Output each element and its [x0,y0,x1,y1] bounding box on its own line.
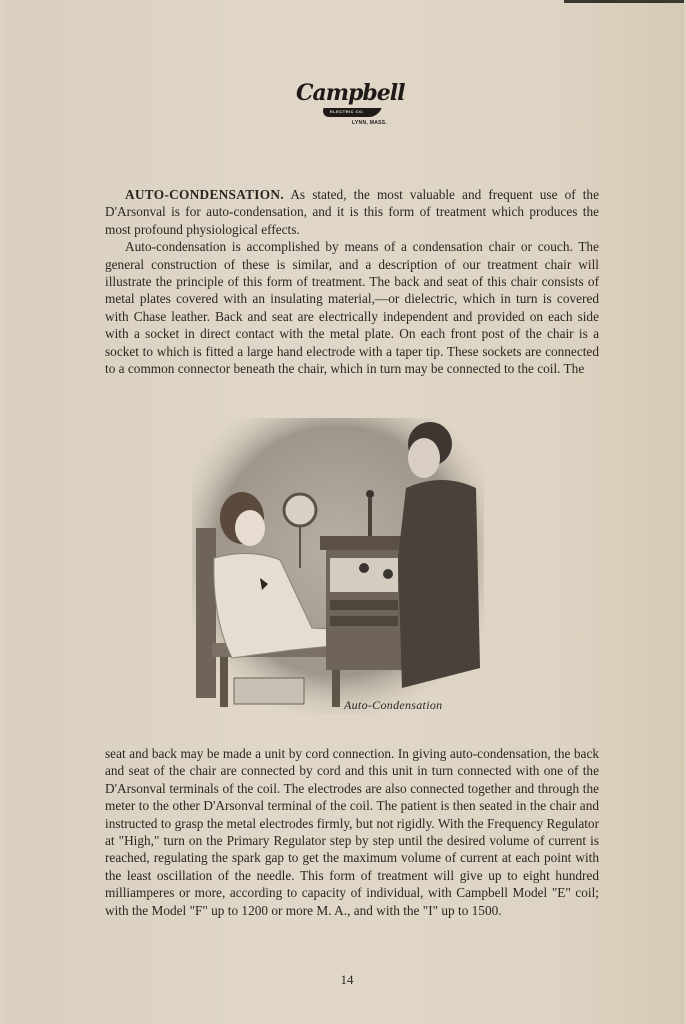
man-face [408,438,440,478]
woman-face [235,510,265,546]
text-block-top [105,186,599,377]
chair-base-grille [234,678,304,704]
scan-edge [564,0,684,3]
man-coat [398,480,480,688]
illustration-auto-condensation [192,418,484,714]
cabinet-drawer [330,600,398,610]
logo-brand: Campbell [296,80,405,106]
paragraph-3: seat and back may be made a unit by cord connection. In giving auto-condensation, the back and seat of the chair are connected by cord and this unit in turn connected with one of the D'Arsonval terminals of the coil. The electrodes are also connected together and through the meter to the other D'Arsonval terminal of the coil. The patient is then seated in the chair and instructed to grasp the metal electrodes firmly, but not rigidly. With the Frequency Regulator at "High," turn on the Primary Regulator step by step until the desired volume of current is reached, regulating the spark gap to get the maximum volume of current at each point with the least oscillation of the needle. This form of treatment will give up to eight hundred milliamperes or more, according to capacity of individual, with Campbell Model "E" coil; with the Model "F" up to 1200 or more M. A., and with the "I" up to 1500. [105,746,599,918]
cabinet-knob [383,569,393,579]
cabinet-knob [359,563,369,573]
chair-leg-left [220,657,228,707]
chair-back [196,528,216,698]
spark-gap-ball [366,490,374,498]
logo-subtitle: ELECTRIC CO. [330,109,365,114]
figure-caption: Auto-Condensation [344,698,443,712]
section-heading: AUTO-CONDENSATION. [125,187,284,202]
paragraph-2: Auto-condensation is accomplished by means of a condensation chair or couch. The general construction of these is similar, and a description of our treatment chair will illustrate the principle of this form of treatment. The back and seat of this chair consists of metal plates covered with an insulating material,—or dielectric, which in turn is covered with Chase leather. Back and seat are electrically independent and provided on each side with a socket in direct contact with the metal plate. On each front post of the chair is a socket to which is fitted a large hand electrode with a taper tip. These sockets are connected to a common connector beneath the chair, which in turn may be connected to the coil. The [105,239,599,377]
page-number: 14 [340,972,354,987]
paragraph-1 [105,186,599,238]
paragraph-1-body: As stated, the most valuable and frequent use of the D'Arsonval is for auto-condensation, and it is this form of treatment which produces the most profound physiological effects. [105,187,599,237]
logo-city: LYNN, MASS. [352,120,388,126]
book-page [4,0,684,1024]
meter-dial [284,494,316,526]
illustration-svg [192,418,484,714]
cabinet-drawer [330,616,398,626]
cabinet-top [320,536,406,550]
text-block-bottom [105,745,599,919]
campbell-logo [294,80,405,130]
